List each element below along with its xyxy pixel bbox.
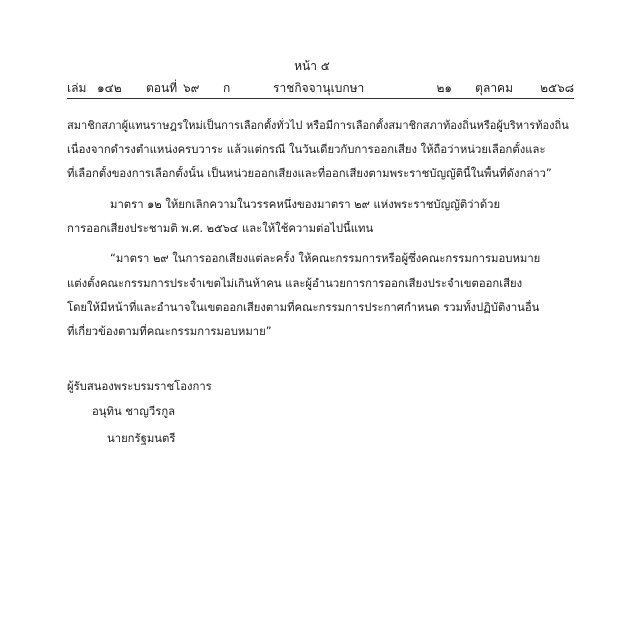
date-year: ๒๕๖๘	[540, 81, 574, 95]
issue-label: ตอนที่	[146, 81, 178, 95]
volume-number: ๑๔๒	[97, 81, 122, 95]
body-line: สมาชิกสภาผู้แทนราษฎรใหม่เป็นการเลือกตั้งทั่วไป หรือมีการเลือกตั้งสมาชิกสภาท้องถิ่นหรือผู้บริหารท้องถิ่น	[67, 119, 569, 132]
body-line: มาตรา ๑๒ ให้ยกเลิกความในวรรคหนึ่งของมาตรา ๒๙ แห่งพระราชบัญญัติว่าด้วย	[110, 198, 501, 211]
body-line: โดยให้มีหน้าที่และอำนาจในเขตออกเสียงตามที่คณะกรรมการประกาศกำหนด รวมทั้งปฏิบัติงานอื่น	[67, 301, 540, 314]
signatory-name: อนุทิน ชาญวีรกูล	[92, 405, 176, 418]
section-letter: ก	[223, 81, 231, 95]
volume-label: เล่ม	[67, 81, 87, 95]
date-day: ๒๑	[436, 81, 452, 95]
body-line: “มาตรา ๒๙ ในการออกเสียงแต่ละครั้ง ให้คณะกรรมการหรือผู้ซึ่งคณะกรรมการมอบหมาย	[110, 252, 541, 265]
countersign-label: ผู้รับสนองพระบรมราชโองการ	[67, 380, 212, 393]
body-line: การออกเสียงประชามติ พ.ศ. ๒๕๖๔ และให้ใช้ความต่อไปนี้แทน	[67, 222, 374, 235]
gazette-name: ราชกิจจานุเบกษา	[273, 81, 365, 95]
body-line: แต่งตั้งคณะกรรมการประจำเขตไม่เกินห้าคน และผู้อำนวยการการออกเสียงประจำเขตออกเสียง	[67, 277, 523, 290]
page-number: หน้า ๕	[294, 59, 330, 73]
body-line: ที่เกี่ยวข้องตามที่คณะกรรมการมอบหมาย”	[67, 325, 272, 338]
issue-number: ๖๙	[183, 81, 200, 95]
body-line: ที่เลือกตั้งของการเลือกตั้งนั้น เป็นหน่วยออกเสียงและที่ออกเสียงตามพระราชบัญญัตินี้ในพื้นที่ดังกล่าว”	[67, 167, 552, 180]
signatory-title: นายกรัฐมนตรี	[107, 432, 176, 445]
body-line: เนื่องจากดำรงตำแหน่งครบวาระ แล้วแต่กรณี ในวันเดียวกับการออกเสียง ให้ถือว่าหน่วยเลือกตั้งและ	[67, 143, 546, 156]
header-divider	[67, 98, 574, 99]
gazette-header	[67, 80, 574, 98]
date-month: ตุลาคม	[475, 81, 513, 95]
